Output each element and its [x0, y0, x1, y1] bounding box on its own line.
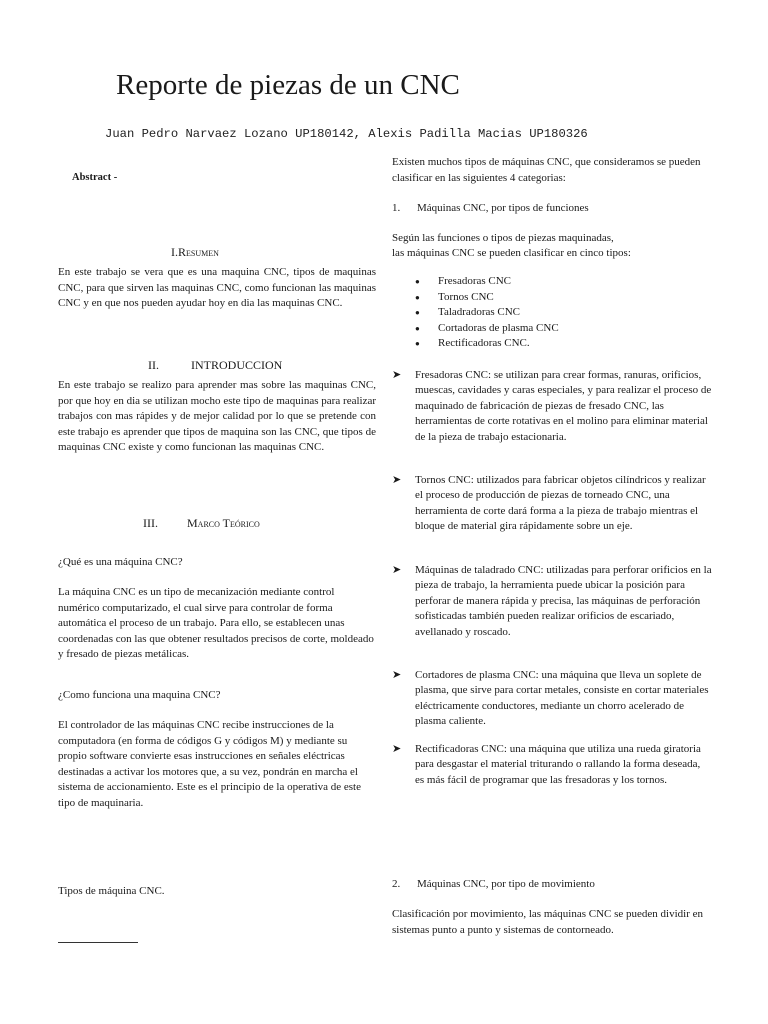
list-item-1: [392, 201, 589, 216]
tipos-de-maquina-label: Tipos de máquina CNC.: [58, 885, 165, 897]
section-number: II.: [148, 358, 159, 372]
section-number: III.: [143, 516, 158, 530]
footnote-rule: [58, 942, 138, 943]
list-number: 1.: [392, 202, 401, 214]
section-heading-introduccion: [148, 357, 282, 373]
question-how-cnc-works: ¿Como funciona una maquina CNC?: [58, 689, 221, 701]
list-number: 2.: [392, 878, 401, 890]
detail-fresadoras: [392, 368, 712, 445]
section-heading-resumen: [171, 244, 219, 260]
detail-text: Máquinas de taladrado CNC: utilizadas para perforar orificios en la pieza de trabajo, la herramienta puede ubicar la posición para perforar de manera rápida y precisa, las máquinas de perforación sofisticadas también pueden realizar orificios de escariado, avellanado y roscado.: [415, 564, 712, 638]
detail-rectificadoras: [392, 742, 712, 788]
arrow-bullet-icon: ➤: [392, 669, 402, 681]
paper-title: Reporte de piezas de un CNC: [116, 69, 460, 101]
right-intro-paragraph: Existen muchos tipos de máquinas CNC, que consideramos se pueden clasificar en las siguientes 4 categorias:: [392, 156, 701, 184]
section-title: Marco Teórico: [187, 516, 260, 530]
question-what-is-cnc: ¿Qué es una máquina CNC?: [58, 556, 183, 568]
list-item: ● Taladradoras CNC: [415, 305, 559, 321]
movimiento-paragraph: Clasificación por movimiento, las máquinas CNC se pueden dividir en sistemas punto a punto y sistemas de contorneado.: [392, 908, 703, 936]
funciones-line-1: Según las funciones o tipos de piezas maquinadas,: [392, 232, 614, 244]
section-number: I.: [171, 245, 178, 259]
list-item-2: [392, 877, 595, 892]
what-is-cnc-paragraph: La máquina CNC es un tipo de mecanización mediante control numérico computarizado, el cual sirve para controlar de forma automática el proceso de un trabajo. Para ello, se establecen unas coordenadas con las que obtener resultados precisos de corte, moldeado y fresado de piezas metálicas.: [58, 586, 374, 660]
detail-taladrado: [392, 563, 712, 640]
abstract-label: Abstract -: [72, 172, 118, 183]
list-text: Máquinas CNC, por tipos de funciones: [417, 202, 589, 214]
introduccion-paragraph: En este trabajo se realizo para aprender mas sobre las maquinas CNC, por que hoy en dia se utilizan mocho este tipo de maquinas para realizar trabajos con mas rápides y de mejor calidad por lo que se pretende con este trabajo es aprender que tipos de maquina son las CNC, que tipos de maquinas CNC existe y como funcionan las maquinas CNC.: [58, 379, 376, 453]
funciones-line-2: las máquinas CNC se pueden clasificar en cinco tipos:: [392, 247, 631, 259]
detail-tornos: [392, 473, 712, 535]
arrow-bullet-icon: ➤: [392, 474, 402, 486]
list-item: ● Cortadoras de plasma CNC: [415, 321, 559, 337]
authors-line: Juan Pedro Narvaez Lozano UP180142, Alexis Padilla Macias UP180326: [105, 127, 588, 141]
detail-text: Tornos CNC: utilizados para fabricar objetos cilíndricos y realizar el proceso de producción de piezas de torneado CNC, una herramienta de corte dará forma a la pieza de trabajo mientras el bloque de material gira rápidamente sobre un eje.: [415, 474, 706, 533]
list-text: Máquinas CNC, por tipo de movimiento: [417, 878, 595, 890]
detail-text: Rectificadoras CNC: una máquina que utiliza una rueda giratoria para desgastar el material triturando o rallando la forma deseada, es más fácil de programar que las fresadoras y los tornos.: [415, 743, 701, 786]
section-title: Resumen: [178, 245, 219, 259]
how-cnc-works-paragraph: El controlador de las máquinas CNC recibe instrucciones de la computadora (en forma de códigos G y códigos M) y mediante su propio software convierte esas instrucciones en señales eléctricas destinadas a activar los motores que, a su vez, pondrán en marcha el sistema de accionamiento. Este es el principio de la operativa de este tipo de maquinaria.: [58, 719, 361, 809]
list-item: ● Tornos CNC: [415, 290, 559, 306]
list-item: ● Fresadoras CNC: [415, 274, 559, 290]
machine-types-list: [415, 274, 559, 352]
detail-plasma: [392, 668, 712, 730]
list-item: ● Rectificadoras CNC.: [415, 336, 559, 352]
arrow-bullet-icon: ➤: [392, 564, 402, 576]
arrow-bullet-icon: ➤: [392, 743, 402, 755]
detail-text: Fresadoras CNC: se utilizan para crear formas, ranuras, orificios, muescas, cavidades y caras especiales, y para realizar el proceso de maquinado de fabricación de piezas de fresado CNC, las herramientas de corte rotativas en el molino para eliminar material de la pieza de trabajo estacionaria.: [415, 369, 712, 443]
resumen-paragraph: En este trabajo se vera que es una maquina CNC, tipos de maquinas CNC, para que sirven las maquinas CNC, como funcionan las maquinas CNC y en que nos pueden ayudar hoy en dia las maquinas CNC.: [58, 266, 376, 309]
section-title: INTRODUCCION: [191, 358, 283, 372]
detail-text: Cortadores de plasma CNC: una máquina que lleva un soplete de plasma, que sirve para cortar metales, consiste en cortar materiales eléctricamente conductores, mediante un chorro acelerado de plasma caliente.: [415, 669, 709, 728]
arrow-bullet-icon: ➤: [392, 369, 402, 381]
section-heading-marco-teorico: [143, 515, 260, 531]
